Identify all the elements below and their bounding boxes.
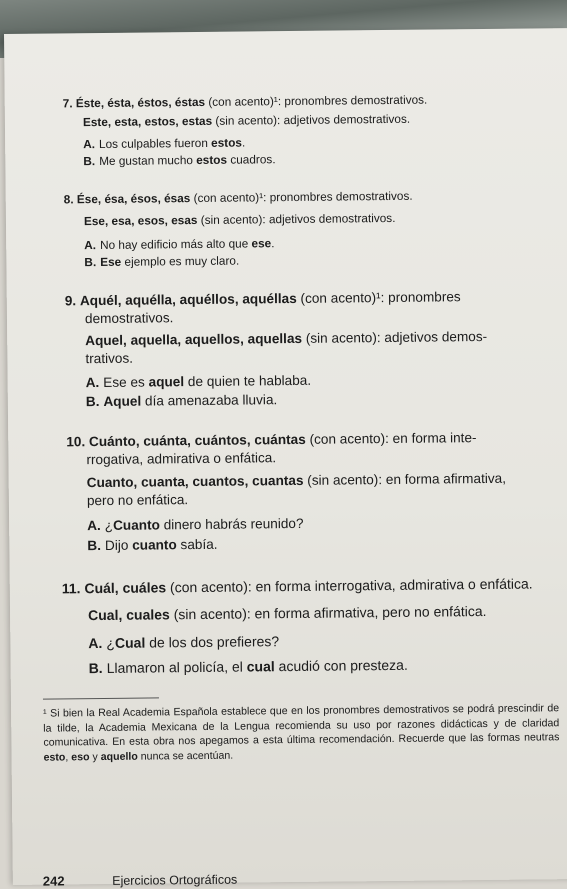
option-label: B.: [89, 660, 103, 676]
rule-terms: Éste, ésta, éstos, éstas: [76, 95, 205, 110]
option-keyword: Cuanto: [113, 517, 160, 532]
footnote-keyword: eso: [71, 751, 89, 763]
option-text: Me gustan mucho: [99, 153, 196, 168]
section-8: [64, 186, 555, 270]
section-9-rule-1-cont: demostrativos.: [85, 305, 555, 328]
option-text: de los dos prefieres?: [145, 633, 279, 650]
option-keyword: Cual: [115, 635, 146, 651]
option-keyword: Ese: [100, 255, 121, 269]
book-page: [4, 28, 567, 885]
page-footer: [43, 872, 238, 889]
rule-terms: Cuanto, cuanta, cuantos, cuantas: [87, 473, 304, 490]
section-10: [66, 428, 557, 555]
rule-terms: Este, esta, estos, estas: [83, 114, 212, 129]
rule-text: (con acento)¹: pronombres: [297, 289, 461, 306]
option-text: ejemplo es muy claro.: [121, 254, 239, 269]
option-text: de quien te hablaba.: [184, 373, 311, 389]
book-title: Ejercicios Ortográficos: [112, 873, 237, 888]
rule-terms: Ese, esa, esos, esas: [84, 213, 198, 228]
option-text: día amenazaba lluvia.: [141, 392, 277, 408]
footnote-part: y: [89, 751, 100, 763]
rule-terms: Aquél, aquélla, aquéllos, aquéllas: [80, 291, 297, 308]
section-number: 8.: [64, 192, 74, 206]
section-10-option-a: [87, 512, 557, 535]
option-text: .: [271, 236, 274, 250]
footnote-part: ¹ Si bien la Real Academia Española establece que en los pronombres demostrativos se podrá prescindir de la tilde, la Academia Mexicana de la Lengua recomienda su uso por razones didácticas y de claridad comunicativa. En esta obra nos apegamos a esta última recomendación. Recuerde que las formas neutras: [43, 702, 559, 749]
option-text: No hay edificio más alto que: [100, 236, 252, 252]
section-10-rule-1-cont: rrogativa, admirativa o enfática.: [86, 446, 556, 469]
section-9-option-b: [86, 388, 556, 411]
section-10-rule-2-cont: pero no enfática.: [87, 487, 557, 510]
option-label: A.: [86, 375, 100, 390]
section-7-rule-1: [63, 90, 553, 111]
option-text: ¿: [105, 518, 113, 533]
rule-text: (con acento)¹: pronombres demostrativos.: [190, 189, 412, 205]
option-label: A.: [87, 518, 101, 533]
option-keyword: cual: [247, 658, 275, 674]
option-text: Los culpables fueron: [99, 136, 211, 151]
footnote-block: [43, 693, 560, 765]
option-keyword: ese: [251, 236, 271, 250]
option-text: acudió con presteza.: [275, 657, 408, 674]
option-label: B.: [87, 538, 101, 553]
option-label: B.: [86, 394, 100, 409]
option-text: sabía.: [177, 537, 218, 552]
rule-text: (con acento): en forma inte-: [306, 430, 477, 447]
rule-terms: Ése, ésa, ésos, ésas: [77, 191, 191, 206]
rule-text: (sin acento): adjetivos demos-: [302, 329, 487, 346]
footnote-keyword: aquello: [101, 750, 138, 762]
section-10-option-b: [87, 532, 557, 555]
section-8-rule-1: [64, 186, 554, 207]
option-label: B.: [84, 255, 96, 269]
section-7: [63, 90, 554, 169]
rule-text: (sin acento): en forma afirmativa, pero no enfática.: [170, 603, 487, 622]
page-content: [63, 90, 560, 764]
option-text: Ese es: [103, 375, 148, 390]
section-11-rule-2: [88, 601, 558, 625]
rule-text: (con acento)¹: pronombres demostrativos.: [205, 93, 427, 109]
footnote-part: nunca se acentúan.: [138, 749, 234, 762]
section-9: [65, 287, 556, 411]
section-number: 11.: [62, 580, 81, 596]
rule-text: (sin acento): en forma afirmativa,: [303, 471, 506, 488]
option-keyword: cuanto: [132, 537, 177, 552]
page-number: 242: [43, 873, 65, 888]
rule-text: (con acento): en forma interrogativa, admirativa o enfática.: [166, 575, 533, 595]
section-7-rule-2: [83, 109, 553, 130]
option-label: A.: [84, 238, 96, 252]
option-label: B.: [83, 154, 95, 168]
section-number: 10.: [66, 434, 85, 449]
section-11-option-a: [88, 629, 558, 653]
section-9-rule-2-cont: trativos.: [85, 345, 555, 368]
option-label: A.: [88, 635, 102, 651]
footnote-text: [43, 693, 560, 765]
rule-terms: Cual, cuales: [88, 606, 170, 623]
footnote-keyword: esto: [44, 751, 66, 763]
section-8-rule-2: [84, 208, 554, 229]
option-text: dinero habrás reunido?: [160, 516, 304, 533]
rule-terms: Cuánto, cuánta, cuántos, cuántas: [89, 432, 306, 449]
option-keyword: aquel: [149, 374, 185, 389]
option-keyword: estos: [196, 153, 227, 167]
rule-text: (sin acento): adjetivos demostrativos.: [212, 112, 410, 128]
section-number: 7.: [63, 96, 73, 110]
section-11-option-b: [89, 654, 559, 678]
option-text: .: [242, 135, 245, 149]
option-keyword: estos: [211, 136, 242, 150]
rule-text: (sin acento): adjetivos demostrativos.: [197, 211, 395, 227]
section-11-rule-1: [62, 574, 558, 598]
rule-terms: Aquel, aquella, aquellos, aquellas: [85, 331, 302, 348]
footnote-part: ,: [65, 751, 71, 763]
option-text: cuadros.: [227, 152, 276, 167]
rule-terms: Cuál, cuáles: [84, 579, 166, 596]
option-text: Llamaron al policía, el: [107, 658, 247, 675]
option-label: A.: [83, 137, 95, 151]
section-number: 9.: [65, 293, 77, 308]
option-text: ¿: [106, 635, 115, 651]
option-keyword: Aquel: [103, 394, 141, 409]
option-text: Dijo: [105, 538, 132, 553]
section-11: [68, 574, 559, 678]
